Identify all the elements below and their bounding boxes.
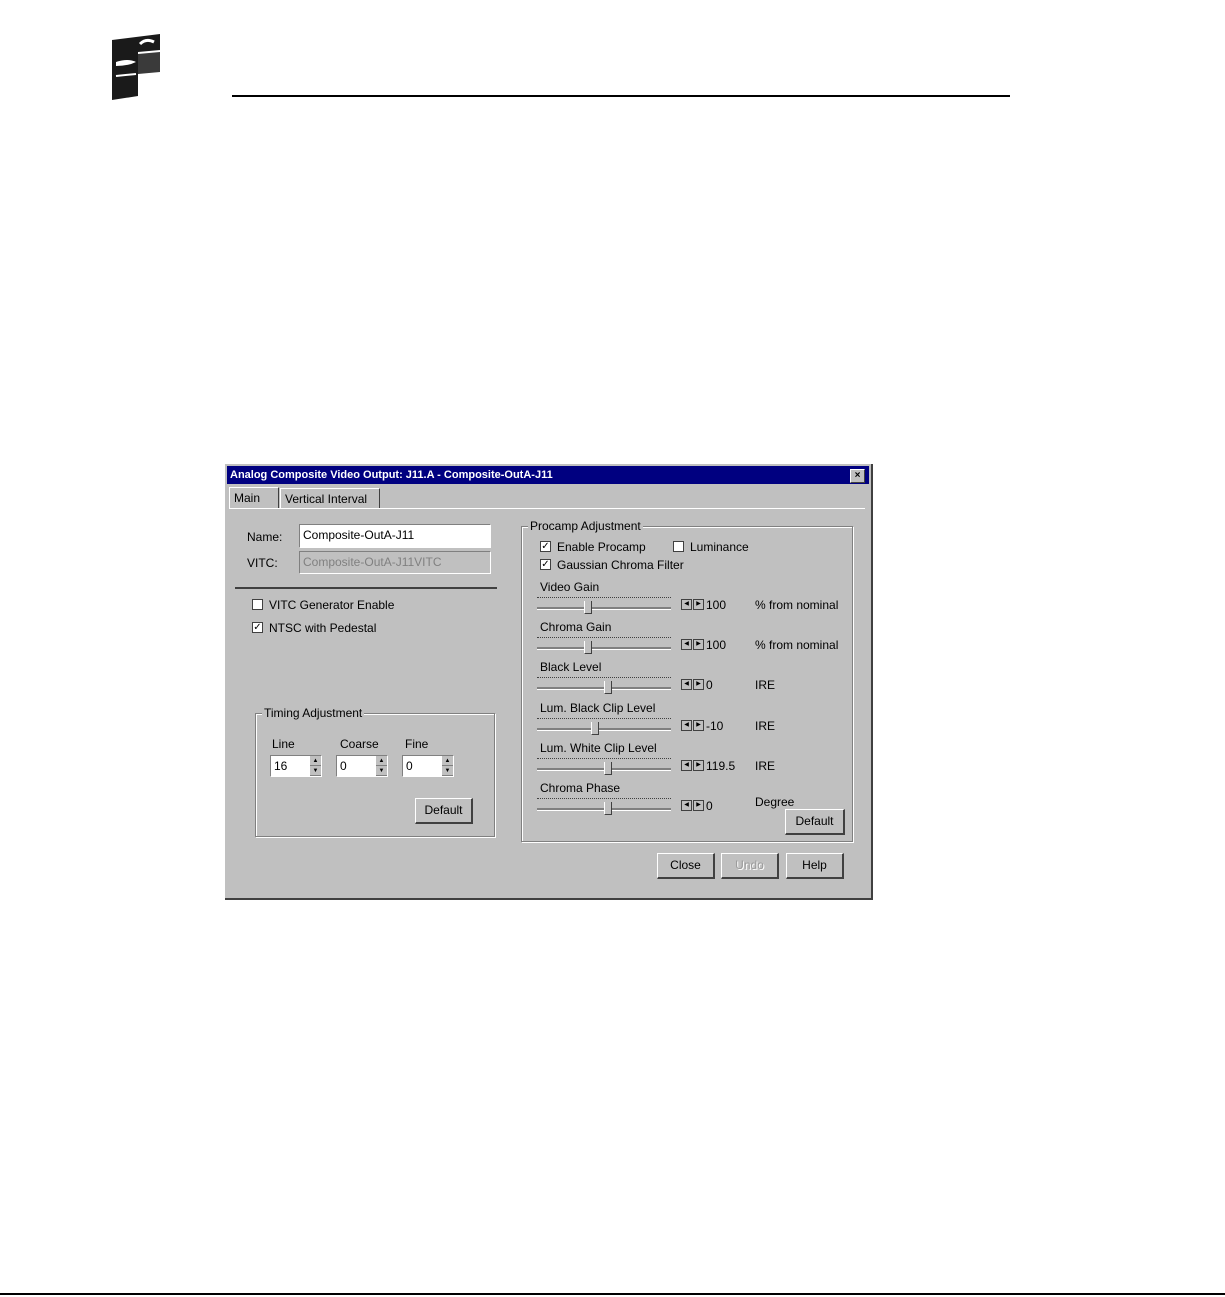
procamp-row-label: Black Level [540, 660, 602, 674]
procamp-row-label: Chroma Gain [540, 620, 612, 634]
procamp-row-label: Chroma Phase [540, 781, 621, 795]
up-arrow-icon[interactable]: ▲ [376, 756, 387, 766]
dialog-title: Analog Composite Video Output: J11.A - Composite-OutA-J11 [230, 469, 553, 481]
coarse-stepper[interactable] [336, 755, 388, 777]
slider-thumb[interactable] [604, 681, 612, 694]
increment-arrow-icon[interactable]: ▶ [693, 599, 704, 610]
timing-adjustment-title: Timing Adjustment [264, 706, 363, 720]
dialog-titlebar [227, 466, 869, 484]
name-field[interactable]: Composite-OutA-J11 [299, 524, 491, 548]
ntsc-pedestal-label: NTSC with Pedestal [269, 621, 377, 635]
slider-thumb[interactable] [604, 762, 612, 775]
procamp-row-unit: IRE [755, 759, 776, 773]
increment-arrow-icon[interactable]: ▶ [693, 720, 704, 731]
name-label: Name: [247, 530, 283, 544]
procamp-slider[interactable] [537, 675, 671, 697]
procamp-slider[interactable] [537, 595, 671, 617]
procamp-row-label: Lum. White Clip Level [540, 741, 657, 755]
tab-panel-border [229, 508, 865, 509]
line-stepper-arrows[interactable] [310, 756, 321, 776]
enable-procamp-checkbox[interactable]: ✓ [541, 541, 550, 552]
decrement-arrow-icon[interactable]: ◀ [681, 760, 692, 771]
slider-track [537, 728, 671, 731]
gaussian-filter-checkbox[interactable]: ✓ [541, 559, 550, 570]
fine-label: Fine [405, 737, 429, 751]
enable-procamp-label: Enable Procamp [557, 540, 646, 554]
procamp-slider[interactable] [537, 796, 671, 818]
procamp-row-unit: IRE [755, 719, 776, 733]
vitc-field: Composite-OutA-J11VITC [299, 551, 491, 574]
luminance-label: Luminance [690, 540, 749, 554]
up-arrow-icon[interactable]: ▲ [310, 756, 321, 766]
decrement-arrow-icon[interactable]: ◀ [681, 679, 692, 690]
slider-track [537, 607, 671, 610]
slider-ticks [537, 718, 671, 723]
procamp-slider[interactable] [537, 756, 671, 778]
vitc-label: VITC: [247, 556, 278, 570]
slider-thumb[interactable] [584, 601, 592, 614]
procamp-adjustment-title: Procamp Adjustment [530, 519, 641, 533]
down-arrow-icon[interactable]: ▼ [310, 766, 321, 776]
timing-default-button[interactable]: Default [415, 798, 473, 824]
procamp-row-unit: % from nominal [755, 598, 839, 612]
procamp-row-label: Lum. Black Clip Level [540, 701, 656, 715]
fine-stepper-arrows[interactable] [442, 756, 453, 776]
slider-thumb[interactable] [591, 722, 599, 735]
slider-ticks [537, 597, 671, 602]
procamp-row-label: Video Gain [540, 580, 600, 594]
coarse-label: Coarse [340, 737, 379, 751]
close-button[interactable]: Close [657, 853, 715, 879]
decrement-arrow-icon[interactable]: ◀ [681, 800, 692, 811]
slider-ticks [537, 637, 671, 642]
line-value: 16 [274, 759, 288, 773]
increment-arrow-icon[interactable]: ▶ [693, 800, 704, 811]
vitc-generator-label: VITC Generator Enable [269, 598, 395, 612]
help-button[interactable]: Help [786, 853, 844, 879]
down-arrow-icon[interactable]: ▼ [376, 766, 387, 776]
decrement-arrow-icon[interactable]: ◀ [681, 599, 692, 610]
increment-arrow-icon[interactable]: ▶ [693, 639, 704, 650]
line-label: Line [272, 737, 295, 751]
coarse-value: 0 [340, 759, 347, 773]
procamp-default-button[interactable]: Default [785, 809, 845, 835]
fine-stepper[interactable] [402, 755, 454, 777]
header-rule [232, 95, 1010, 97]
luminance-checkbox[interactable] [673, 541, 684, 552]
fine-value: 0 [406, 759, 413, 773]
procamp-row-value: 0 [706, 799, 713, 813]
tab-vertical-interval[interactable]: Vertical Interval [280, 488, 380, 508]
procamp-row-value: 0 [706, 678, 713, 692]
vitc-generator-checkbox[interactable] [252, 599, 263, 610]
down-arrow-icon[interactable]: ▼ [442, 766, 453, 776]
procamp-row-value: 100 [706, 598, 727, 612]
decrement-arrow-icon[interactable]: ◀ [681, 639, 692, 650]
undo-button: Undo [721, 853, 779, 879]
up-arrow-icon[interactable]: ▲ [442, 756, 453, 766]
procamp-slider[interactable] [537, 716, 671, 738]
footer-rule [0, 1293, 1225, 1295]
procamp-row-unit: IRE [755, 678, 776, 692]
ntsc-pedestal-checkbox[interactable]: ✓ [253, 622, 262, 633]
increment-arrow-icon[interactable]: ▶ [693, 760, 704, 771]
procamp-slider[interactable] [537, 635, 671, 657]
video-output-dialog [225, 464, 873, 900]
close-icon[interactable]: × [850, 469, 865, 483]
publisher-logo [108, 32, 166, 102]
procamp-row-value: 119.5 [706, 759, 736, 773]
slider-track [537, 647, 671, 650]
increment-arrow-icon[interactable]: ▶ [693, 679, 704, 690]
coarse-stepper-arrows[interactable] [376, 756, 387, 776]
gaussian-filter-label: Gaussian Chroma Filter [557, 558, 684, 572]
section-separator [235, 587, 497, 589]
slider-thumb[interactable] [604, 802, 612, 815]
procamp-row-unit: Degree [755, 795, 795, 809]
slider-thumb[interactable] [584, 641, 592, 654]
tab-main[interactable]: Main [229, 487, 279, 509]
decrement-arrow-icon[interactable]: ◀ [681, 720, 692, 731]
procamp-row-value: -10 [706, 719, 724, 733]
procamp-row-unit: % from nominal [755, 638, 839, 652]
procamp-row-value: 100 [706, 638, 727, 652]
line-stepper[interactable] [270, 755, 322, 777]
